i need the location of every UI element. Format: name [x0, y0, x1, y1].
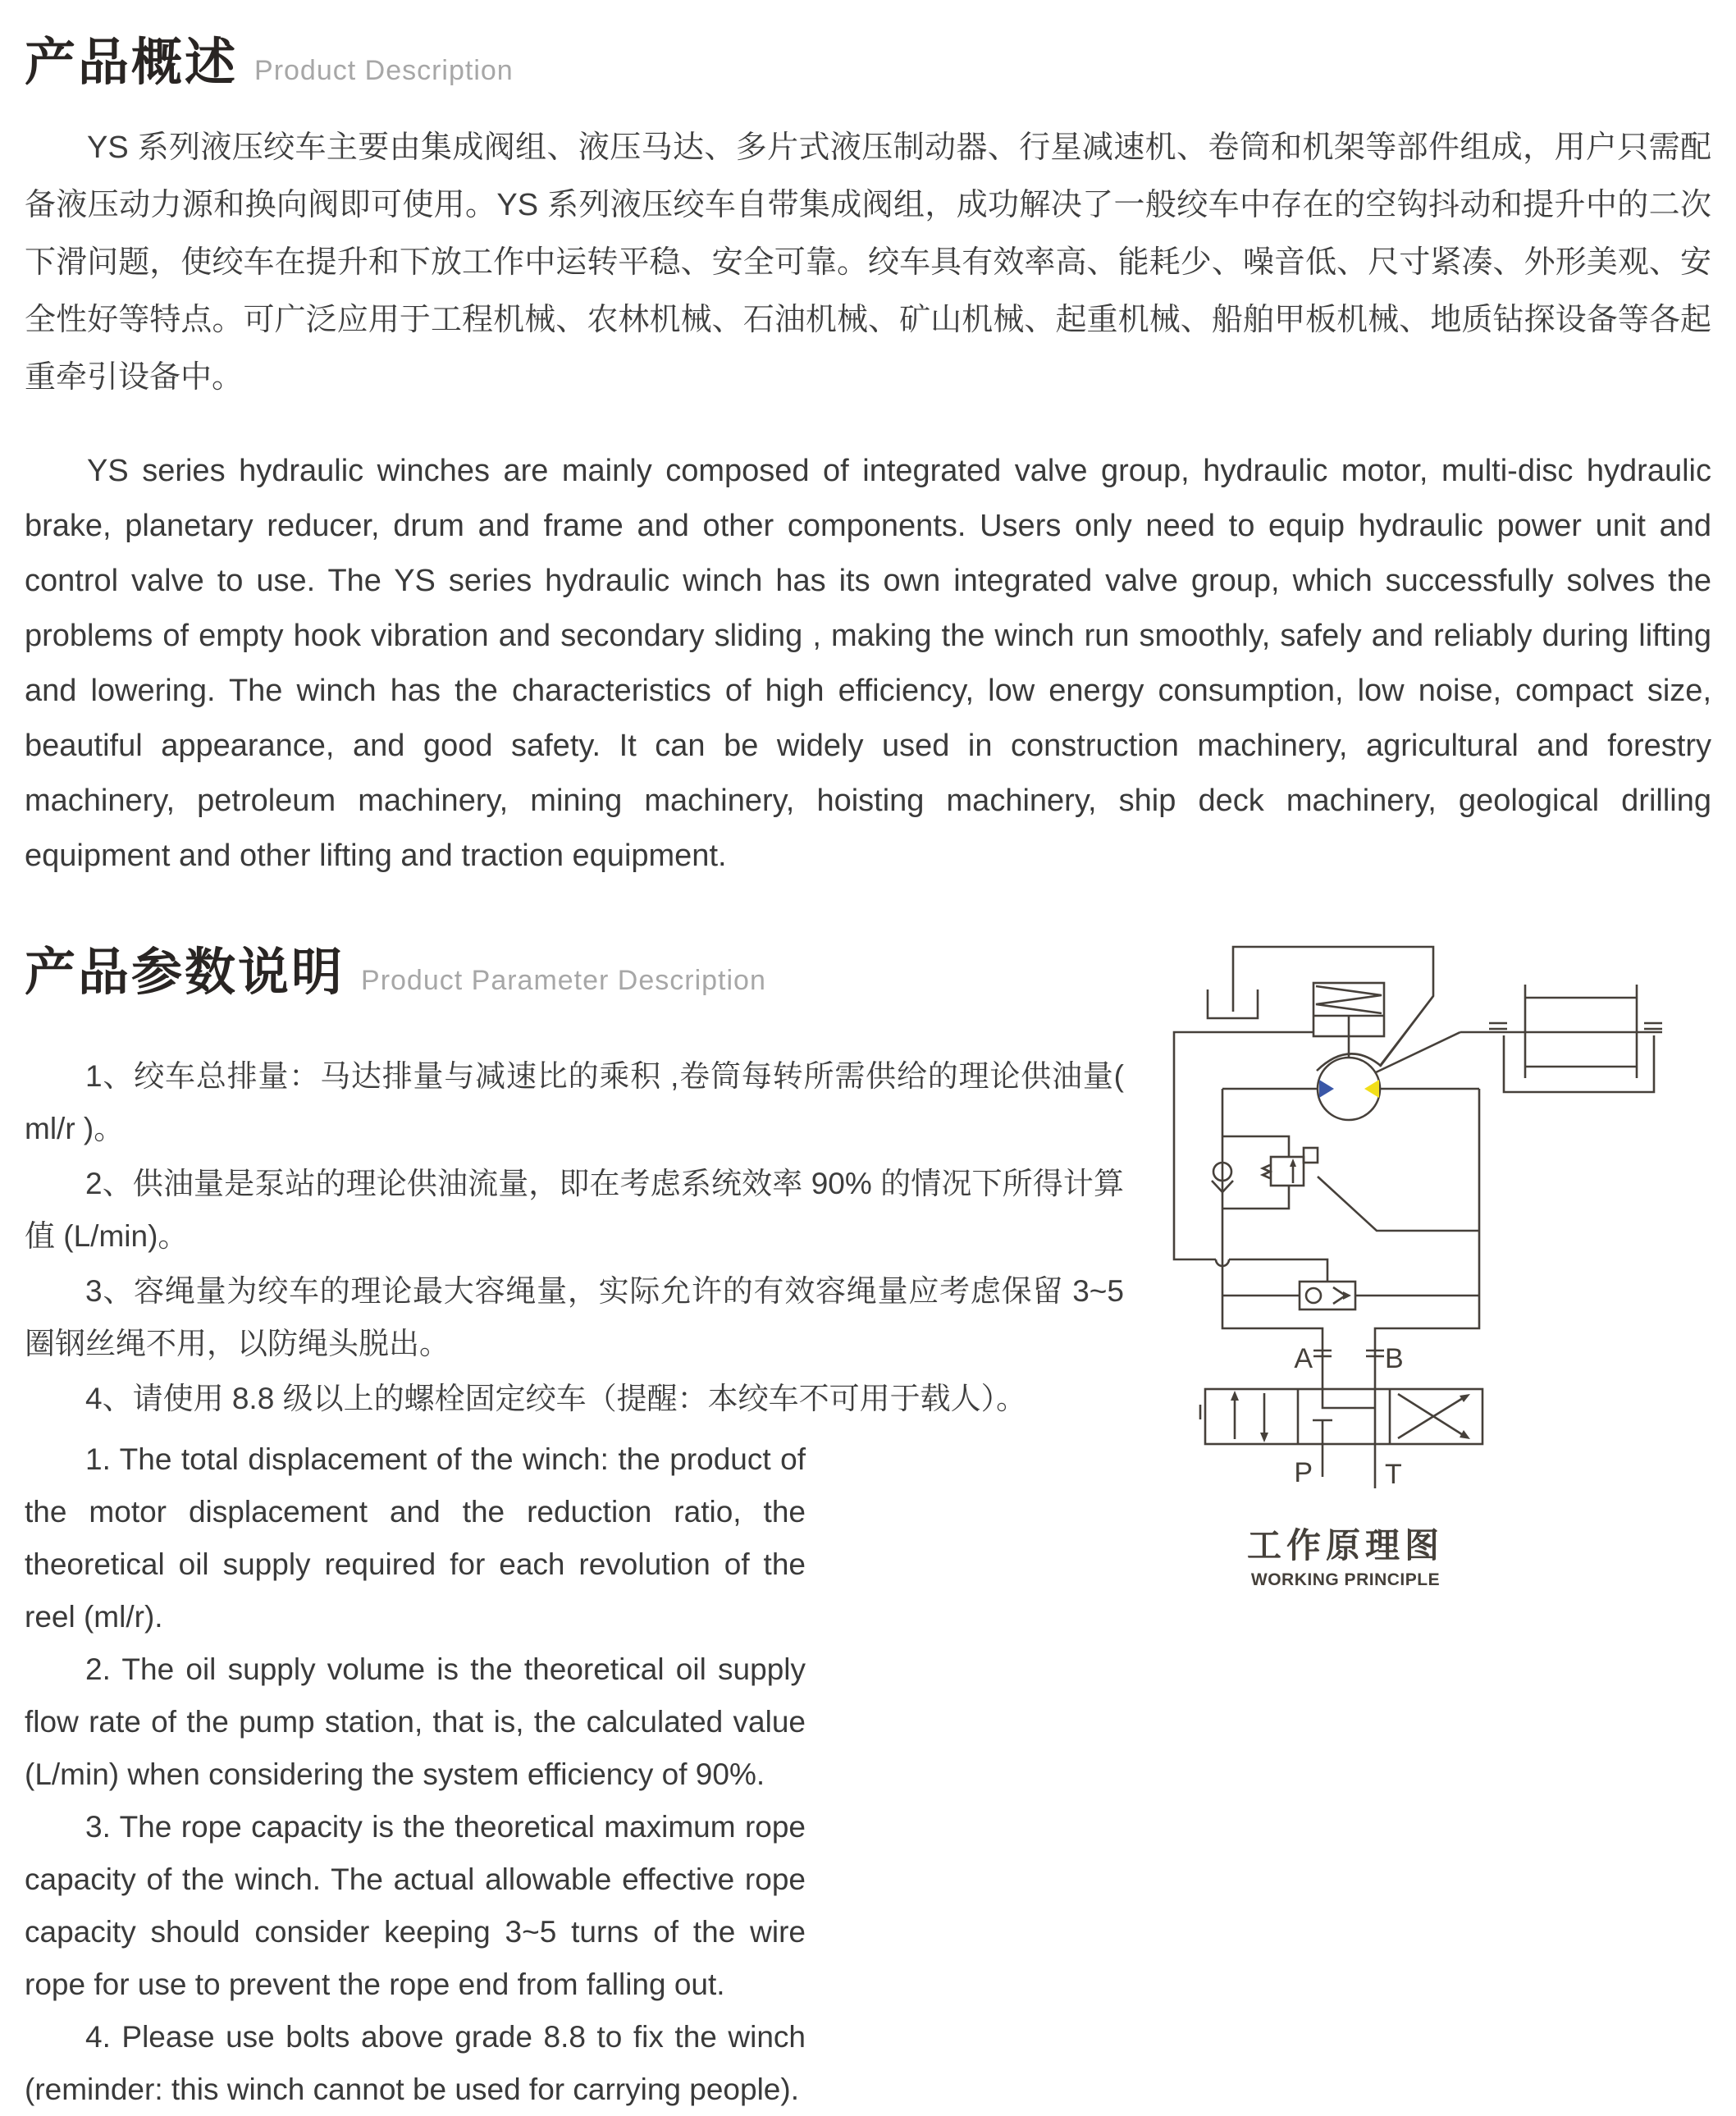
note-zh-4: 4、请使用 8.8 级以上的螺栓固定绞车（提醒：本绞车不可用于载人）。 — [85, 1382, 1027, 1415]
note-en-3: 3. The rope capacity is the theoretical maximum rope capacity of the winch. The actual allowable effective rope capacity should consider keeping 3~5 turns of the wire rope for use to prevent the rope end from falling out. — [25, 1810, 806, 2001]
working-principle-diagram — [1149, 935, 1736, 1666]
parameter-notes-zh — [25, 1050, 1124, 1425]
shuttle-valve-icon — [1222, 1282, 1479, 1309]
port-label-p: P — [1294, 1457, 1313, 1488]
parameters-title-zh: 产品参数说明 — [25, 944, 345, 1001]
overview-paragraph-en: YS series hydraulic winches are mainly composed of integrated valve group, hydraulic motor, multi-disc hydraulic brake, planetary reducer, drum and frame and other components. Users only need to equip hydraulic power unit and control valve to use. The YS series hydraulic winch has its own integrated valve group, which successfully solves the problems of empty hook vibration and secondary sliding , making the winch run smoothly, safely and reliably during lifting and lowering. The winch has the characteristics of high efficiency, low energy consumption, low noise, compact size, beautiful appearance, and good safety. It can be widely used in construction machinery, agricultural and forestry machinery, petroleum machinery, mining machinery, hoisting machinery, ship deck machinery, geological drilling equipment and other lifting and traction equipment. — [25, 454, 1711, 873]
diagram-caption-zh: 工作原理图 — [1246, 1526, 1445, 1565]
port-label-t: T — [1385, 1459, 1402, 1490]
work-lines — [1222, 1089, 1479, 1389]
port-label-a: A — [1294, 1343, 1313, 1374]
overview-paragraph-zh: YS 系列液压绞车主要由集成阀组、液压马达、多片式液压制动器、行星减速机、卷筒和机架等部件组成，用户只需配备液压动力源和换向阀即可使用。YS 系列液压绞车自带集成阀组，成功解决了一般绞车中存在的空钩抖动和提升中的二次下滑问题，使绞车在提升和下放工作中运转平稳、安全可靠。绞车具有效率高、能耗少、噪音低、尺寸紧凑、外形美观、安全性好等特点。可广泛应用于工程机械、农林机械、石油机械、矿山机械、起重机械、船舶甲板机械、地质钻探设备等各起重牵引设备中。 — [25, 130, 1711, 395]
overview-title-en: Product Description — [254, 55, 514, 86]
hydraulic-motor-icon — [1222, 996, 1479, 1120]
overview-section-heading — [25, 21, 1711, 94]
note-zh-1: 1、绞车总排量：马达排量与减速比的乘积 ,卷筒每转所需供给的理论供油量( ml/r )。 — [25, 1059, 1124, 1145]
note-en-4: 4. Please use bolts above grade 8.8 to fix the winch (reminder: this winch cannot be used for carrying people). — [25, 2020, 806, 2106]
port-label-b: B — [1385, 1343, 1404, 1374]
note-en-2: 2. The oil supply volume is the theoretical oil supply flow rate of the pump station, that is, the calculated value (L/min) when considering the system efficiency of 90%. — [25, 1652, 806, 1791]
winch-drum-icon — [1460, 985, 1662, 1092]
hydraulic-schematic — [1149, 935, 1736, 1666]
note-zh-2: 2、供油量是泵站的理论供油流量，即在考虑系统效率 90% 的情况下所得计算值 (L/min)。 — [25, 1167, 1124, 1253]
overview-title-zh: 产品概述 — [25, 34, 239, 91]
parameters-title-en: Product Parameter Description — [361, 965, 766, 996]
note-en-1: 1. The total displacement of the winch: the product of the motor displacement and the reduction ratio, the theoretical oil supply required for each revolution of the reel (ml/r). — [25, 1442, 806, 1634]
directional-valve-icon — [1200, 1389, 1482, 1488]
diagram-caption-en: WORKING PRINCIPLE — [1250, 1570, 1441, 1589]
balance-valve-icon — [1263, 1148, 1479, 1231]
parameter-notes-en — [25, 1433, 806, 2116]
note-zh-3: 3、容绳量为绞车的理论最大容绳量，实际允许的有效容绳量应考虑保留 3~5 圈钢丝绳不用，以防绳头脱出。 — [25, 1274, 1124, 1360]
brake-cylinder-icon — [1313, 983, 1384, 1058]
